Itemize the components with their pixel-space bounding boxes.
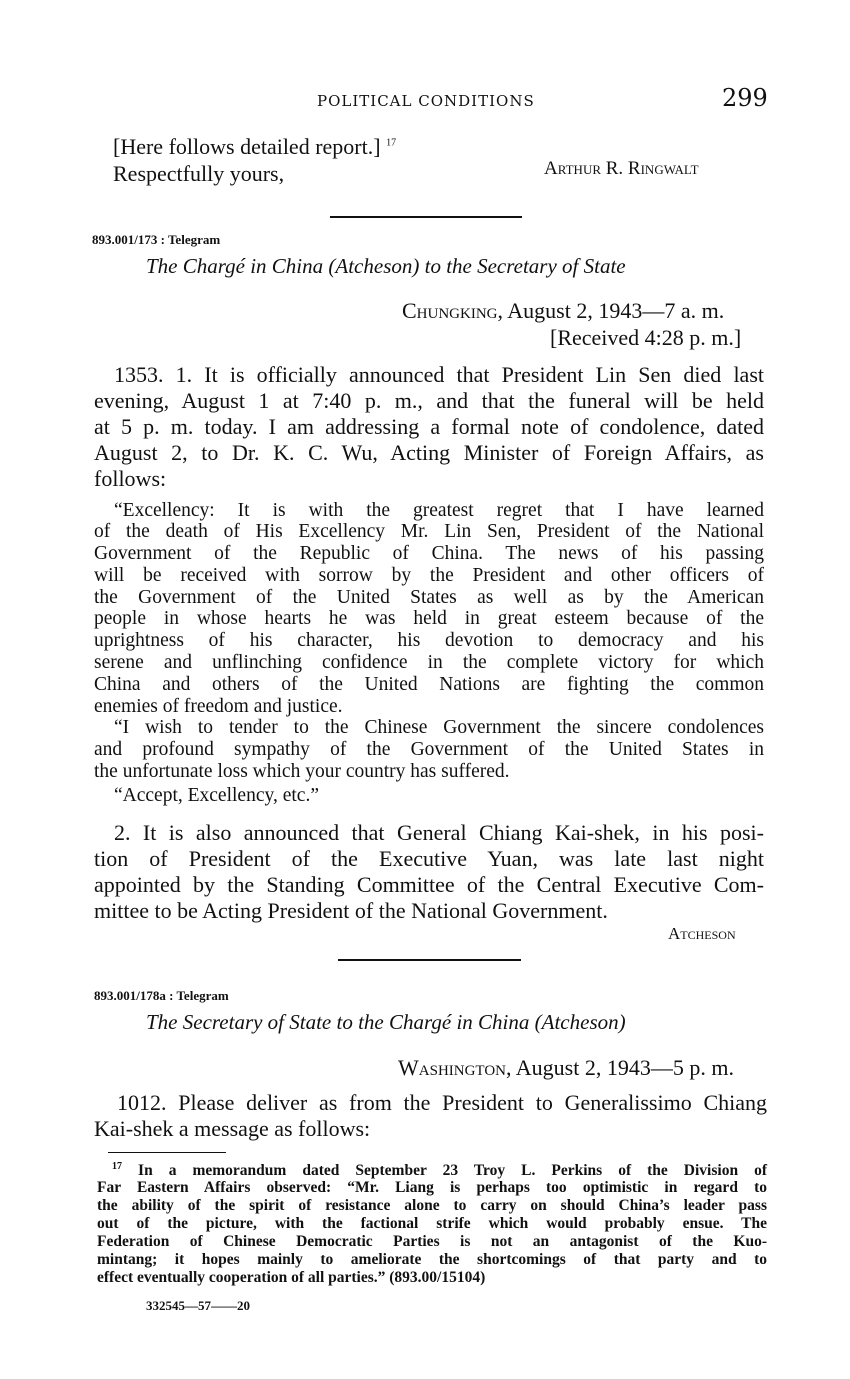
dateline-date: August 2, 1943—7 a. m. <box>503 298 725 323</box>
footnote-ref: 17 <box>386 137 397 149</box>
text-line: appointed by the Standing Committee of the Central Executive Com- <box>94 872 764 897</box>
text-line: August 2, to Dr. K. C. Wu, Acting Minister of Foreign Affairs, as <box>94 440 764 465</box>
text-line: mittee to be Acting President of the National Government. <box>94 898 608 923</box>
prev-complimentary-close: Respectfully yours, <box>113 161 285 186</box>
document-title: The Chargé in China (Atcheson) to the Secretary of State <box>146 254 626 278</box>
text-line: the Government of the United States as well as by the American <box>94 587 764 608</box>
prev-closing-line <box>113 134 396 160</box>
text-line: enemies of freedom and justice. <box>94 696 343 717</box>
text-line: evening, August 1 at 7:40 p. m., and that the funeral will be held <box>94 388 764 413</box>
text-line: “Accept, Excellency, etc.” <box>114 785 319 806</box>
text-line: will be received with sorrow by the President and other officers of <box>94 565 764 586</box>
section-rule <box>338 959 521 961</box>
text-line: Kai-shek a message as follows: <box>94 1116 371 1141</box>
text-line: serene and unflinching confidence in the complete victory for which <box>94 652 764 673</box>
running-title: POLITICAL CONDITIONS <box>317 92 535 110</box>
file-reference: 893.001/178a : Telegram <box>94 988 229 1003</box>
footnote-number: 17 <box>112 1161 122 1172</box>
text-line: China and others of the United Nations are fighting the common <box>94 674 764 695</box>
footnote-line: the ability of the spirit of resistance alone to carry on should China’s leader pass <box>97 1197 767 1214</box>
footnote-line: mintang; it hopes mainly to ameliorate the shortcomings of that party and to <box>97 1251 767 1268</box>
text-line: 2. It is also announced that General Chiang Kai-shek, in his posi- <box>114 820 764 845</box>
received-note: [Received 4:28 p. m.] <box>550 325 742 350</box>
text-line: follows: <box>94 466 167 491</box>
signature: Atcheson <box>668 924 736 943</box>
text-line: of the death of His Excellency Mr. Lin Sen, President of the National <box>94 521 764 542</box>
text-line: the unfortunate loss which your country has suffered. <box>94 761 510 782</box>
footnote-rule <box>108 1152 226 1153</box>
dateline-date: August 2, 1943—5 p. m. <box>511 1055 734 1080</box>
text-line: “I wish to tender to the Chinese Government the sincere condolences <box>114 717 764 738</box>
text-line: uprightness of his character, his devotion to democracy and his <box>94 630 764 651</box>
document-title: The Secretary of State to the Chargé in China (Atcheson) <box>146 1010 626 1034</box>
text-line: 1353. 1. It is officially announced that President Lin Sen died last <box>114 362 764 387</box>
dateline <box>398 1055 734 1081</box>
footnote-line: $^{17}$ In a memorandum dated September 23 Troy L. Perkins of the Division of <box>112 1161 768 1180</box>
text-line: and profound sympathy of the Government of the United States in <box>94 739 764 760</box>
file-reference: 893.001/173 : Telegram <box>92 232 221 247</box>
printer-mark: 332545—57——20 <box>146 1298 250 1313</box>
text-line: “Excellency: It is with the greatest regret that I have learned <box>114 500 764 521</box>
footnote-line: out of the picture, with the factional strife which would probably ensue. The <box>97 1215 767 1232</box>
text-line: Government of the Republic of China. The news of his passing <box>94 543 764 564</box>
footnote-line: Far Eastern Affairs observed: “Mr. Liang is perhaps too optimistic in regard to <box>97 1179 767 1196</box>
dateline <box>402 298 724 324</box>
text-line: people in whose hearts he was held in great esteem because of the <box>94 608 764 629</box>
text-line: tion of President of the Executive Yuan, was late last night <box>94 846 764 871</box>
text-line: at 5 p. m. today. I am addressing a formal note of condolence, dated <box>94 414 764 439</box>
page-number: 299 <box>722 84 768 112</box>
footnote-line: effect eventually cooperation of all parties.” (893.00/15104) <box>97 1269 486 1286</box>
footnote-line: Federation of Chinese Democratic Parties is not an antagonist of the Kuo- <box>97 1233 767 1250</box>
text-line: 1012. Please deliver as from the President to Generalissimo Chiang <box>117 1090 767 1115</box>
prev-line1: [Here follows detailed report.] <box>113 134 381 159</box>
prev-signature: Arthur R. Ringwalt <box>544 158 699 179</box>
section-rule <box>330 216 522 218</box>
dateline-place: Washington, <box>398 1055 512 1080</box>
dateline-place: Chungking, <box>402 298 503 323</box>
